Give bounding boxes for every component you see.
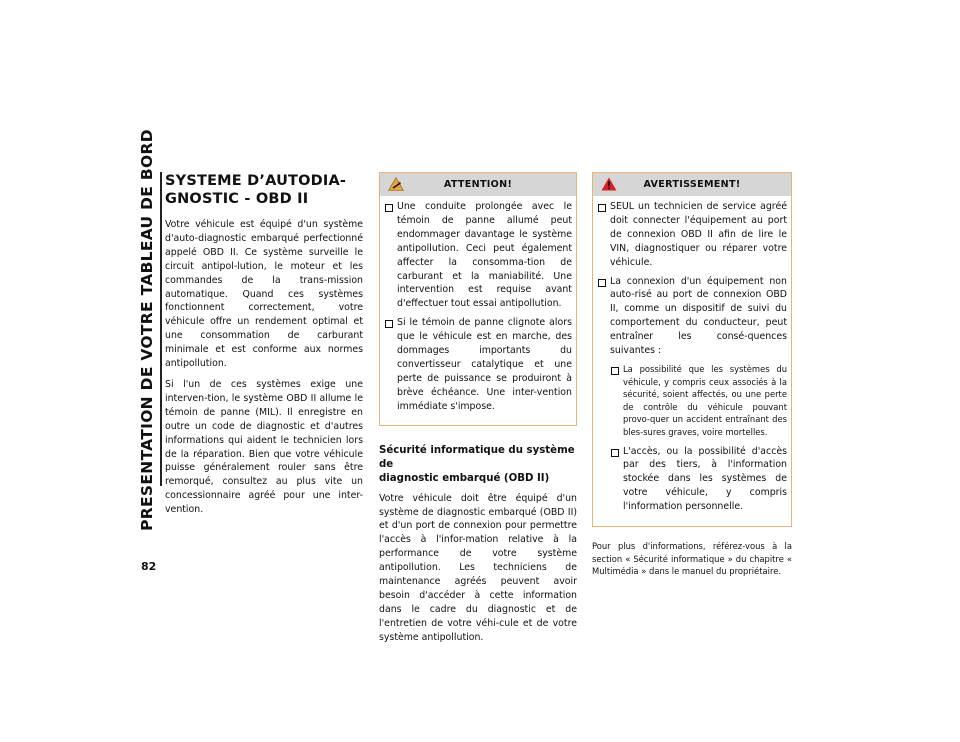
- column-3: [592, 172, 792, 585]
- avertissement-subitem: L'accès, ou la possibilité d'accès par des tiers, à l'information stockée dans les systèmes de votre véhicule, y compris l'information personnelle.: [610, 445, 787, 515]
- side-divider: [160, 172, 162, 486]
- avertissement-box: [592, 172, 792, 527]
- obd-security-paragraph: Votre véhicule doit être équipé d'un système de diagnostic embarqué (OBD II) et d'un port de connexion pour permettre l'accès à l'infor-mation relative à la performance de votre système antipollution. Les techniciens de maintenance agréés peuvent avoir besoin d'accéder à cette information dans le cadre du diagnostic et de l'entretien de votre véhi-cule et de votre système antipollution.: [379, 492, 577, 643]
- subsection-title: Sécurité informatique du système de diagnostic embarqué (OBD II): [379, 444, 575, 484]
- avertissement-label: AVERTISSEMENT!: [643, 179, 741, 190]
- obd-intro-paragraph: Votre véhicule est équipé d'un système d'auto-diagnostic embarqué perfectionné appelé OBD II. Ce système surveille le circuit antipol-lution, le moteur et les commandes de la trans-mission automatique. Quand ces systèmes fonctionnent correctement, votre véhicule offre un rendement optimal et une consommation de carburant minimale et est conforme aux normes antipollution.: [165, 219, 363, 370]
- column-2: [379, 172, 577, 652]
- section-title: SYSTEME D’AUTODIA- GNOSTIC - OBD II: [165, 173, 347, 207]
- column-1: [165, 172, 363, 524]
- avertissement-header: [593, 173, 791, 196]
- page-number: 82: [141, 560, 157, 573]
- warning-triangle-icon: [388, 177, 404, 191]
- avertissement-item: La connexion d'un équipement non auto-risé au port de connexion OBD II, comme un dispositif de suivi du comportement du conducteur, peut entraîner les consé-quences suivantes : La possibilité que les systèmes du véhicule, y compris ceux associés à la sécurité, soient affectés, ou une perte de contrôle du véhicule pouvant provo-quer un accident entraînant des bles-sures graves, voire mortelles. L'accès, ou la possibilité d'accès par des tiers, à l'information stockée dans les systèmes de votre véhicule, y compris l'information personnelle.: [597, 275, 787, 515]
- attention-box: [379, 172, 577, 426]
- obd-mil-paragraph: Si l'un de ces systèmes exige une interven-tion, le système OBD II allume le témoin de panne (MIL). Il enregistre en outre un code de diagnostic et d'autres informations qui aident le technicien lors de la réparation. Bien que votre véhicule puisse généralement rouler sans être remorqué, consultez au plus vite un concessionnaire agréé pour une inter-vention.: [165, 378, 363, 516]
- side-chapter-title: PRESENTATION DE VOTRE TABLEAU DE BORD: [138, 129, 157, 531]
- avertissement-item: SEUL un technicien de service agréé doit connecter l'équipement au port de connexion OBD II afin de lire le VIN, diagnostiquer ou réparer votre véhicule.: [597, 200, 787, 270]
- danger-triangle-icon: [601, 177, 617, 191]
- attention-header: [380, 173, 576, 196]
- more-info-paragraph: Pour plus d'informations, référez-vous à la section « Sécurité informatique » du chapitre « Multimédia » dans le manuel du propriétaire.: [592, 541, 792, 577]
- attention-label: ATTENTION!: [443, 179, 513, 190]
- attention-item: Si le témoin de panne clignote alors que le véhicule est en marche, des dommages importants du convertisseur catalytique et une perte de puissance se produiront à brève échéance. Une inter-vention immédiate s'impose.: [384, 316, 572, 413]
- avertissement-subitem: La possibilité que les systèmes du véhicule, y compris ceux associés à la sécurité, soient affectés, ou une perte de contrôle du véhicule pouvant provo-quer un accident entraînant des bles-sures graves, voire mortelles.: [610, 363, 787, 439]
- attention-item: Une conduite prolongée avec le témoin de panne allumé peut endommager davantage le système antipollution. Ceci peut également affecter la consomma-tion de carburant et la maniabilité. Une intervention est requise avant d'effectuer tout essai antipollution.: [384, 200, 572, 311]
